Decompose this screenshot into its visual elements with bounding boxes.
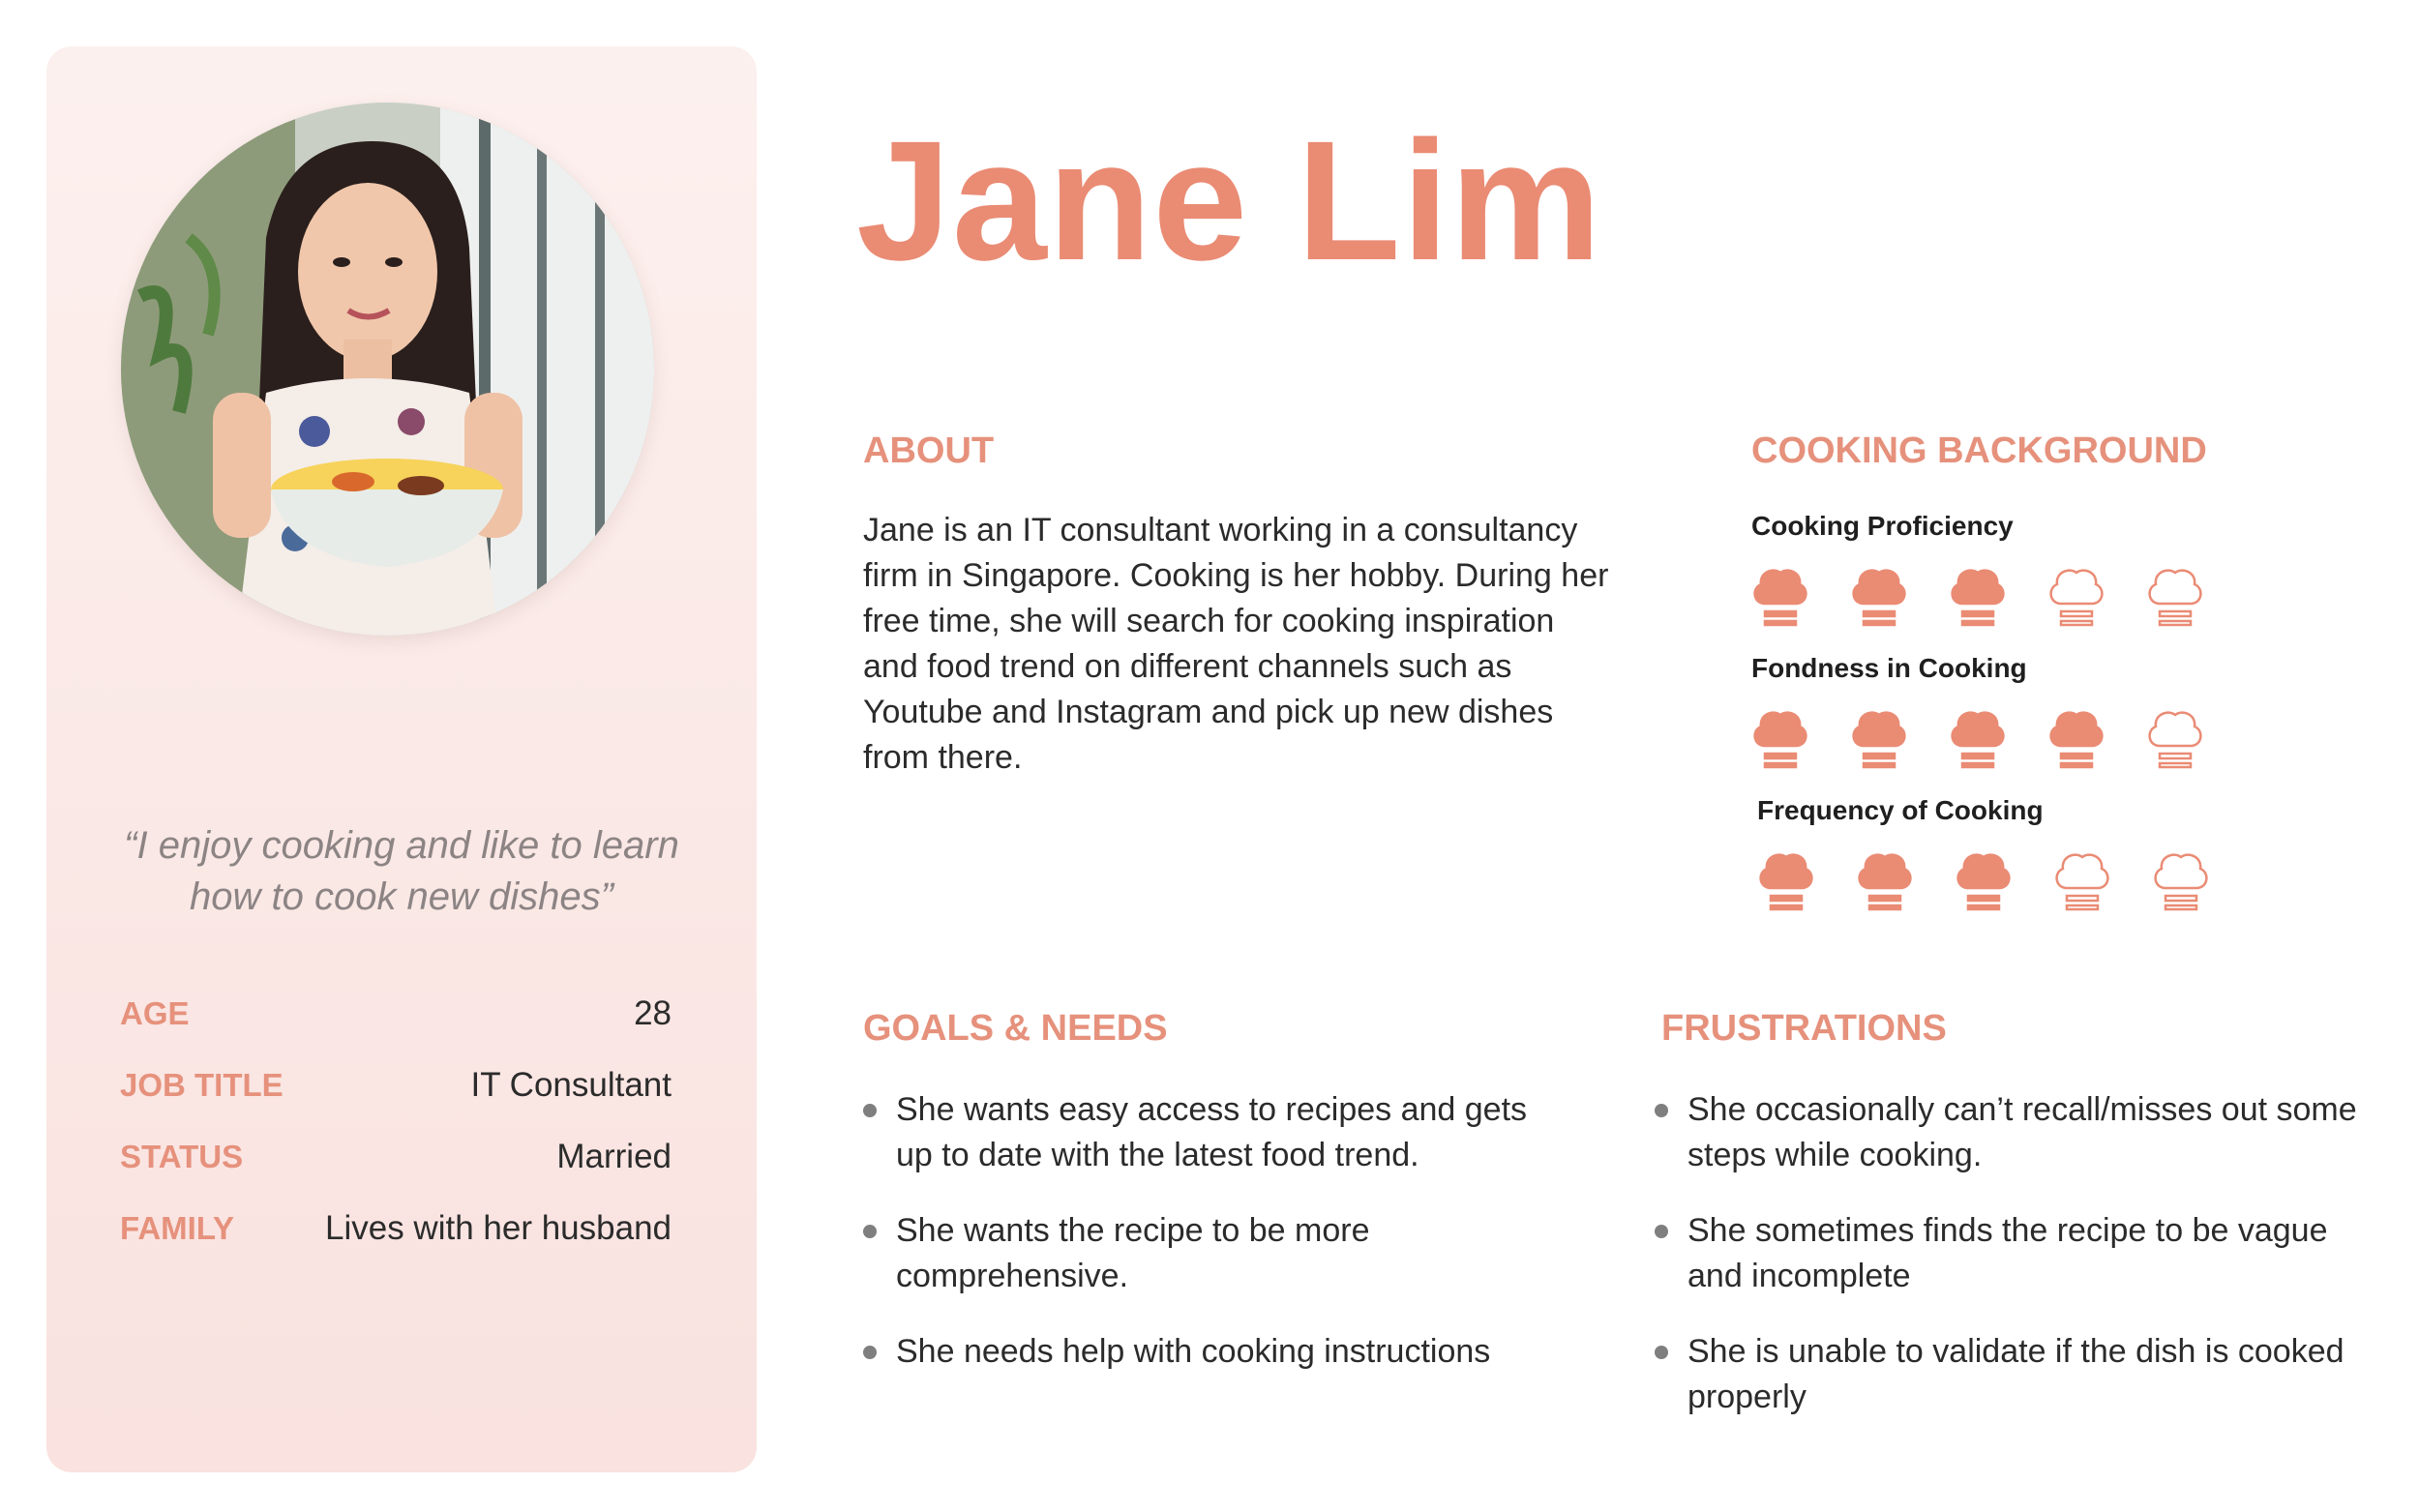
bullet-icon xyxy=(1655,1346,1668,1359)
fact-job-title xyxy=(120,1066,672,1138)
persona-name: Jane Lim xyxy=(856,106,1602,296)
chef-hat-icon xyxy=(1749,561,1811,631)
goal-text: She needs help with cooking instructions xyxy=(896,1333,1491,1370)
frustrations-title: FRUSTRATIONS xyxy=(1661,1008,1947,1049)
frustration-text: She sometimes finds the recipe to be vague and incomplete xyxy=(1687,1212,2328,1294)
chef-hat-icon xyxy=(1854,845,1916,915)
fact-value: 28 xyxy=(634,994,672,1032)
list-item xyxy=(863,1087,1569,1178)
profile-card xyxy=(46,46,757,1472)
chef-hat-icon xyxy=(1755,845,1817,915)
list-item xyxy=(863,1208,1569,1299)
rating-label-proficiency: Cooking Proficiency xyxy=(1751,511,2014,541)
chef-hat-icon xyxy=(2046,561,2107,631)
chef-hat-icon xyxy=(1947,703,2009,773)
cooking-background-title: COOKING BACKGROUND xyxy=(1751,430,2207,471)
fact-value: IT Consultant xyxy=(470,1066,672,1104)
chef-hat-icon xyxy=(1848,703,1910,773)
chef-hat-icon xyxy=(2051,845,2113,915)
goals-title: GOALS & NEEDS xyxy=(863,1008,1168,1049)
chef-hat-icon xyxy=(1953,845,2015,915)
rating-frequency xyxy=(1755,845,2212,915)
bullet-icon xyxy=(1655,1225,1668,1238)
fact-label: JOB TITLE xyxy=(120,1067,284,1103)
chef-hat-icon xyxy=(1749,703,1811,773)
bullet-icon xyxy=(863,1104,877,1117)
chef-hat-icon xyxy=(2046,703,2107,773)
list-item xyxy=(1655,1087,2390,1178)
frustrations-list xyxy=(1655,1087,2390,1450)
frustration-text: She is unable to validate if the dish is cooked properly xyxy=(1687,1333,2344,1415)
about-text: Jane is an IT consultant working in a consultancy firm in Singapore. Cooking is her hobby. During her free time, she will search for cooking inspiration and food trend on different channels such as Youtube and Instagram and pick up new dishes from there. xyxy=(863,512,1609,776)
goal-text: She wants easy access to recipes and gets up to date with the latest food trend. xyxy=(896,1091,1528,1173)
fact-family xyxy=(120,1209,672,1281)
persona-quote: “I enjoy cooking and like to learn how to cook new dishes” xyxy=(124,824,679,918)
about-title: ABOUT xyxy=(863,430,995,471)
fact-label: STATUS xyxy=(120,1139,244,1174)
bullet-icon xyxy=(1655,1104,1668,1117)
goals-list xyxy=(863,1087,1569,1405)
bullet-icon xyxy=(863,1225,877,1238)
fact-age xyxy=(120,994,672,1066)
frustration-text: She occasionally can’t recall/misses out some steps while cooking. xyxy=(1687,1091,2357,1173)
chef-hat-icon xyxy=(1848,561,1910,631)
fact-label: AGE xyxy=(120,995,190,1031)
chef-hat-icon xyxy=(2150,845,2212,915)
rating-label-frequency: Frequency of Cooking xyxy=(1757,795,2044,825)
fact-value: Lives with her husband xyxy=(325,1209,672,1247)
rating-proficiency xyxy=(1749,561,2206,631)
persona-photo xyxy=(121,103,654,636)
list-item xyxy=(863,1329,1569,1375)
chef-hat-icon xyxy=(1947,561,2009,631)
chef-hat-icon xyxy=(2144,561,2206,631)
rating-fondness xyxy=(1749,703,2206,773)
rating-label-fondness: Fondness in Cooking xyxy=(1751,653,2027,683)
persona-facts xyxy=(120,994,672,1281)
bullet-icon xyxy=(863,1346,877,1359)
goal-text: She wants the recipe to be more comprehensive. xyxy=(896,1212,1370,1294)
list-item xyxy=(1655,1208,2390,1299)
fact-value: Married xyxy=(556,1138,672,1175)
list-item xyxy=(1655,1329,2390,1420)
fact-label: FAMILY xyxy=(120,1210,234,1246)
fact-status xyxy=(120,1138,672,1209)
chef-hat-icon xyxy=(2144,703,2206,773)
